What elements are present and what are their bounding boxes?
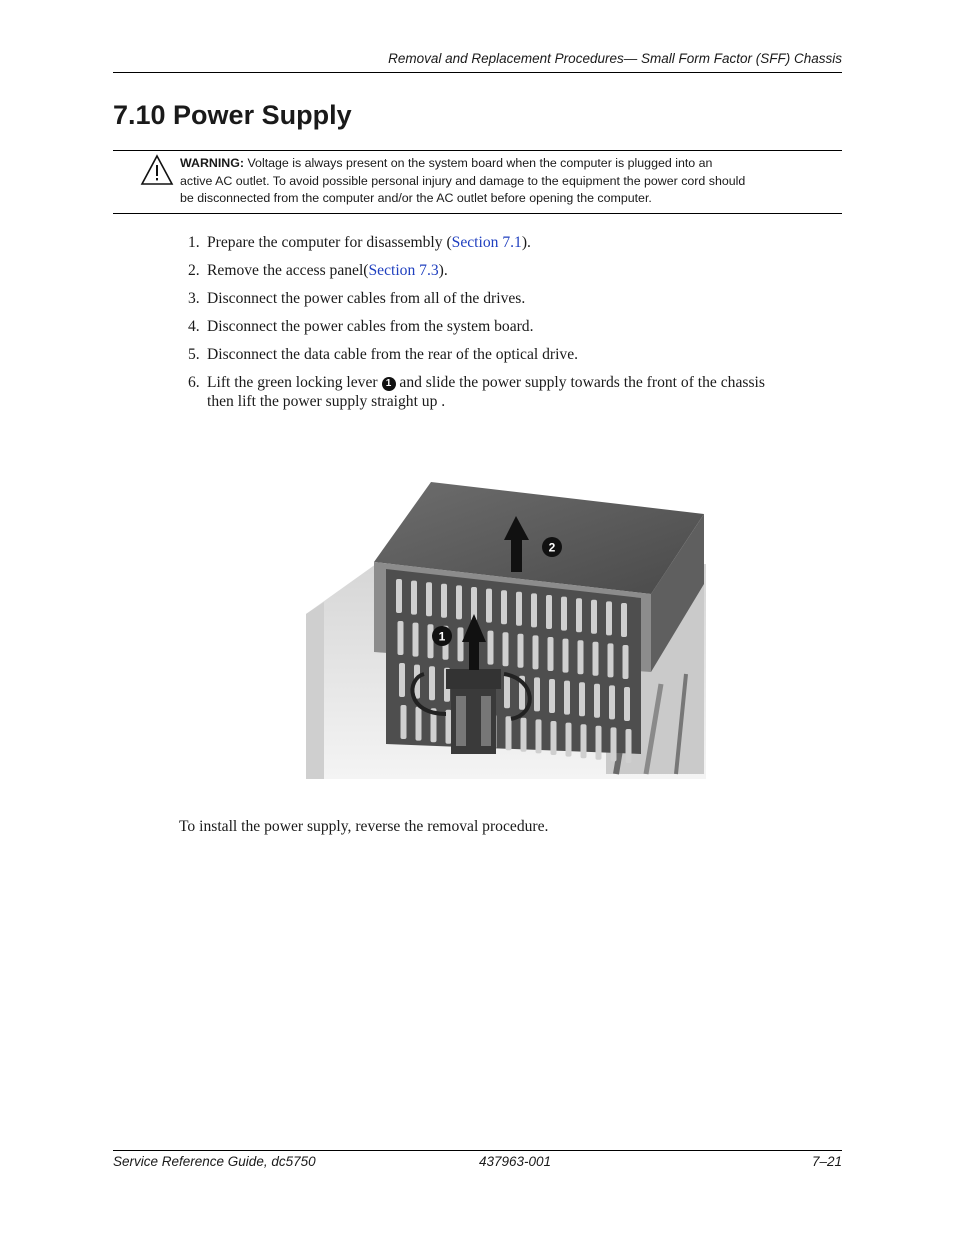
vent-slot — [623, 645, 629, 679]
vent-slot — [503, 632, 509, 666]
step-text: Disconnect the data cable from the rear of the optical drive. — [207, 346, 579, 363]
vent-slot — [446, 710, 452, 744]
step-text: then lift the power supply straight up . — [207, 393, 446, 410]
header-rule — [113, 72, 842, 73]
vent-slot — [399, 663, 405, 697]
vent-slot — [506, 716, 512, 750]
step-number: 3. — [188, 290, 200, 307]
callout-2-label: 2 — [548, 540, 556, 555]
vent-slot — [593, 642, 599, 676]
step-text: and slide the power supply towards the front of the chassis — [395, 374, 765, 391]
vent-slot — [561, 597, 567, 631]
closing-paragraph: To install the power supply, reverse the removal procedure. — [179, 818, 549, 835]
footer-part-number: 437963-001 — [479, 1154, 552, 1169]
step-number: 1. — [188, 234, 200, 251]
vent-slot — [591, 600, 597, 634]
step-5 — [188, 345, 828, 364]
step-1 — [188, 233, 828, 252]
step-number: 5. — [188, 346, 200, 363]
vent-slot — [521, 718, 527, 752]
callout-marker-1: 1 — [382, 377, 396, 391]
vent-slot — [549, 679, 555, 713]
step-3 — [188, 289, 828, 308]
vent-slot — [533, 635, 539, 669]
warning-line-1: Voltage is always present on the system board when the computer is plugged into an — [247, 156, 713, 170]
vent-slot — [594, 684, 600, 718]
figure-callout-1 — [432, 626, 452, 646]
warning-top-rule — [113, 150, 842, 151]
step-4 — [188, 317, 828, 336]
vent-slot — [416, 707, 422, 741]
vent-slot — [501, 590, 507, 624]
section-7-1-link[interactable]: Section 7.1 — [451, 234, 522, 251]
vent-slot — [576, 598, 582, 632]
vent-slot — [611, 727, 617, 761]
vent-slot — [413, 623, 419, 657]
vent-slot — [441, 584, 447, 618]
section-title: 7.10 Power Supply — [113, 100, 352, 130]
section-7-3-link[interactable]: Section 7.3 — [368, 262, 439, 279]
vent-slot — [579, 682, 585, 716]
vent-slot — [581, 724, 587, 758]
warning-line-3: be disconnected from the computer and/or the AC outlet before opening the computer. — [180, 191, 652, 205]
step-text: Lift the green locking lever — [207, 374, 382, 391]
vent-slot — [548, 637, 554, 671]
vent-slot — [606, 601, 612, 635]
figure-callout-2 — [542, 537, 562, 557]
step-text: ). — [438, 262, 448, 279]
vent-slot — [486, 589, 492, 623]
step-2 — [188, 261, 828, 280]
vent-slot — [531, 593, 537, 627]
vent-slot — [504, 674, 510, 708]
vent-slot — [578, 640, 584, 674]
vent-slot — [551, 721, 557, 755]
vent-slot — [563, 639, 569, 673]
step-number: 4. — [188, 318, 200, 335]
warning-triangle-icon — [140, 154, 174, 186]
warning-line-2: active AC outlet. To avoid possible personal injury and damage to the equipment the power cord should — [180, 173, 746, 188]
step-text: Disconnect the power cables from all of the drives. — [207, 290, 526, 307]
vent-slot — [624, 687, 630, 721]
vent-slot — [398, 621, 404, 655]
vent-slot — [609, 685, 615, 719]
vent-slot — [428, 624, 434, 658]
vent-slot — [518, 634, 524, 668]
step-6 — [188, 373, 828, 411]
vent-slot — [534, 677, 540, 711]
vent-slot — [458, 627, 464, 661]
vent-slot — [516, 592, 522, 626]
vent-slot — [564, 681, 570, 715]
vent-slot — [429, 666, 435, 700]
vent-slot — [626, 729, 632, 763]
vent-slot — [621, 603, 627, 637]
warning-label: WARNING: — [180, 156, 245, 170]
vent-slot — [536, 719, 542, 753]
footer-rule — [113, 1150, 842, 1151]
vent-slot — [566, 723, 572, 757]
footer-page-number: 7–21 — [811, 1154, 842, 1169]
power-supply-illustration — [306, 474, 706, 779]
footer-guide-title: Service Reference Guide, dc5750 — [113, 1154, 316, 1169]
warning-bottom-rule — [113, 213, 842, 214]
step-text: ). — [521, 234, 531, 251]
vent-slot — [608, 643, 614, 677]
running-header: Removal and Replacement Procedures— Small Form Factor (SFF) Chassis — [388, 51, 842, 66]
vent-slot — [401, 705, 407, 739]
step-text: Prepare the computer for disassembly ( — [207, 234, 452, 251]
step-number: 2. — [188, 262, 200, 279]
step-text: Disconnect the power cables from the system board. — [207, 318, 534, 335]
vent-slot — [488, 631, 494, 665]
vent-slot — [546, 595, 552, 629]
warning-text — [180, 155, 820, 208]
vent-slot — [596, 726, 602, 760]
vent-slot — [396, 579, 402, 613]
vent-slot — [456, 585, 462, 619]
vent-slot — [411, 581, 417, 615]
vent-slot — [426, 582, 432, 616]
callout-1-label: 1 — [438, 629, 446, 644]
step-number: 6. — [188, 374, 200, 391]
step-text: Remove the access panel( — [207, 262, 369, 279]
